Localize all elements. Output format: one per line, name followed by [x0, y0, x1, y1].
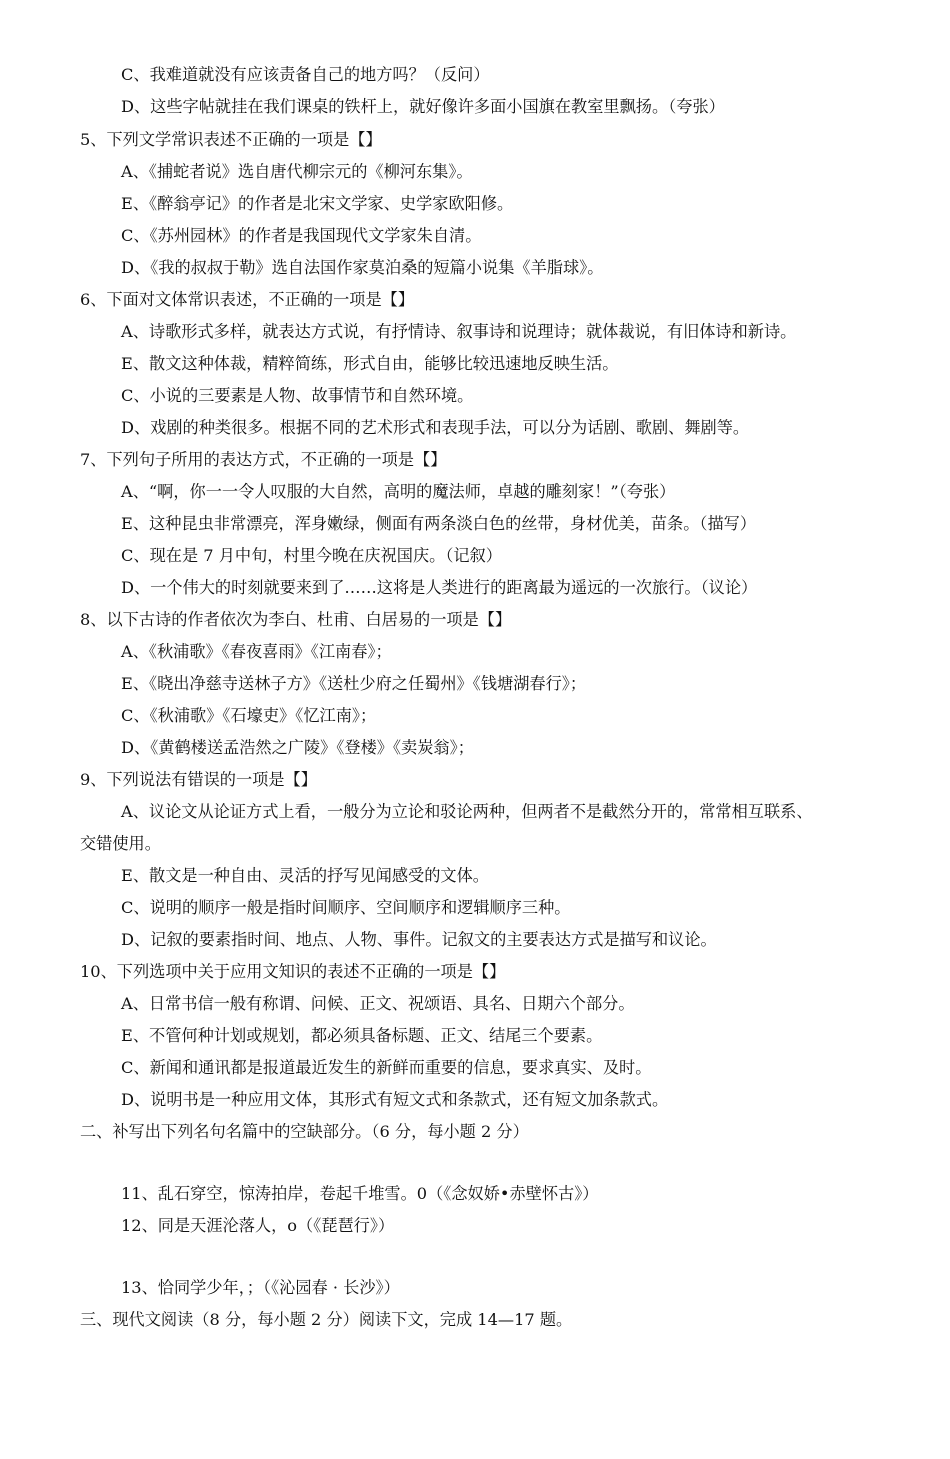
q4-option-d: D、这些字帖就挂在我们课桌的铁杆上，就好像许多面小国旗在教室里飘扬。（夸张）: [121, 97, 725, 116]
q6-option-a: A、诗歌形式多样，就表达方式说，有抒情诗、叙事诗和说理诗；就体裁说，有旧体诗和新诗。: [121, 322, 797, 341]
q8-option-c: C、《秋浦歌》《石壕吏》《忆江南》；: [121, 706, 377, 725]
section3-title: 三、现代文阅读（8 分，每小题 2 分）阅读下文，完成 14—17 题。: [80, 1310, 573, 1329]
q7-option-a: A、“啊，你一一令人叹服的大自然，高明的魔法师，卓越的雕刻家！”（夸张）: [121, 482, 676, 501]
section2-title: 二、补写出下列名句名篇中的空缺部分。（6 分，每小题 2 分）: [80, 1122, 529, 1141]
q10-stem: 10、下列选项中关于应用文知识的表述不正确的一项是【】: [80, 962, 506, 981]
q10-option-b: E、不管何种计划或规划，都必须具备标题、正文、结尾三个要素。: [121, 1026, 603, 1045]
q9-option-d: D、记叙的要素指时间、地点、人物、事件。记叙文的主要表达方式是描写和议论。: [121, 930, 717, 949]
q8-option-d: D、《黄鹤楼送孟浩然之广陵》《登楼》《卖炭翁》；: [121, 738, 474, 757]
q8-stem: 8、以下古诗的作者依次为李白、杜甫、白居易的一项是【】: [80, 610, 512, 629]
q5-option-a: A、《捕蛇者说》选自唐代柳宗元的《柳河东集》。: [121, 162, 473, 181]
q6-option-b: E、散文这种体裁，精粹简练，形式自由，能够比较迅速地反映生活。: [121, 354, 619, 373]
q9-option-b: E、散文是一种自由、灵活的抒写见闻感受的文体。: [121, 866, 489, 885]
q9-option-a: A、议论文从论证方式上看，一般分为立论和驳论两种，但两者不是截然分开的，常常相互联系、: [121, 802, 813, 821]
q6-option-c: C、小说的三要素是人物、故事情节和自然环境。: [121, 386, 474, 405]
q9-option-c: C、说明的顺序一般是指时间顺序、空间顺序和逻辑顺序三种。: [121, 898, 571, 917]
q10-option-a: A、日常书信一般有称谓、问候、正文、祝颂语、具名、日期六个部分。: [121, 994, 635, 1013]
q5-option-c: C、《苏州园林》的作者是我国现代文学家朱自清。: [121, 226, 482, 245]
q5-stem: 5、下列文学常识表述不正确的一项是【】: [80, 130, 382, 149]
q10-option-c: C、新闻和通讯都是报道最近发生的新鲜而重要的信息，要求真实、及时。: [121, 1058, 652, 1077]
q6-option-d: D、戏剧的种类很多。根据不同的艺术形式和表现手法，可以分为话剧、歌剧、舞剧等。: [121, 418, 750, 437]
q8-option-a: A、《秋浦歌》《春夜喜雨》《江南春》；: [121, 642, 392, 661]
q8-option-b: E、《晓出净慈寺送林子方》《送杜少府之任蜀州》《钱塘湖春行》；: [121, 674, 587, 693]
q5-option-b: E、《醉翁亭记》的作者是北宋文学家、史学家欧阳修。: [121, 194, 514, 213]
q7-option-c: C、现在是 7 月中旬，村里今晚在庆祝国庆。（记叙）: [121, 546, 502, 565]
q9-option-a-continuation: 交错使用。: [80, 834, 161, 853]
q13-fill-blank: 13、恰同学少年，；（《沁园春 · 长沙》）: [121, 1278, 400, 1297]
q11-fill-blank: 11、乱石穿空，惊涛拍岸，卷起千堆雪。0（《念奴娇•赤壁怀古》）: [121, 1184, 599, 1203]
q5-option-d: D、《我的叔叔于勒》选自法国作家莫泊桑的短篇小说集《羊脂球》。: [121, 258, 604, 277]
q10-option-d: D、说明书是一种应用文体，其形式有短文式和条款式，还有短文加条款式。: [121, 1090, 669, 1109]
q7-stem: 7、下列句子所用的表达方式，不正确的一项是【】: [80, 450, 447, 469]
q4-option-c: C、我难道就没有应该责备自己的地方吗？（反问）: [121, 65, 490, 84]
q9-stem: 9、下列说法有错误的一项是【】: [80, 770, 317, 789]
q6-stem: 6、下面对文体常识表述，不正确的一项是【】: [80, 290, 415, 309]
q7-option-d: D、一个伟大的时刻就要来到了……这将是人类进行的距离最为遥远的一次旅行。（议论）: [121, 578, 758, 597]
q7-option-b: E、这种昆虫非常漂亮，浑身嫩绿，侧面有两条淡白色的丝带，身材优美，苗条。（描写）: [121, 514, 757, 533]
q12-fill-blank: 12、同是天涯沦落人，o（《琵琶行》）: [121, 1216, 395, 1235]
